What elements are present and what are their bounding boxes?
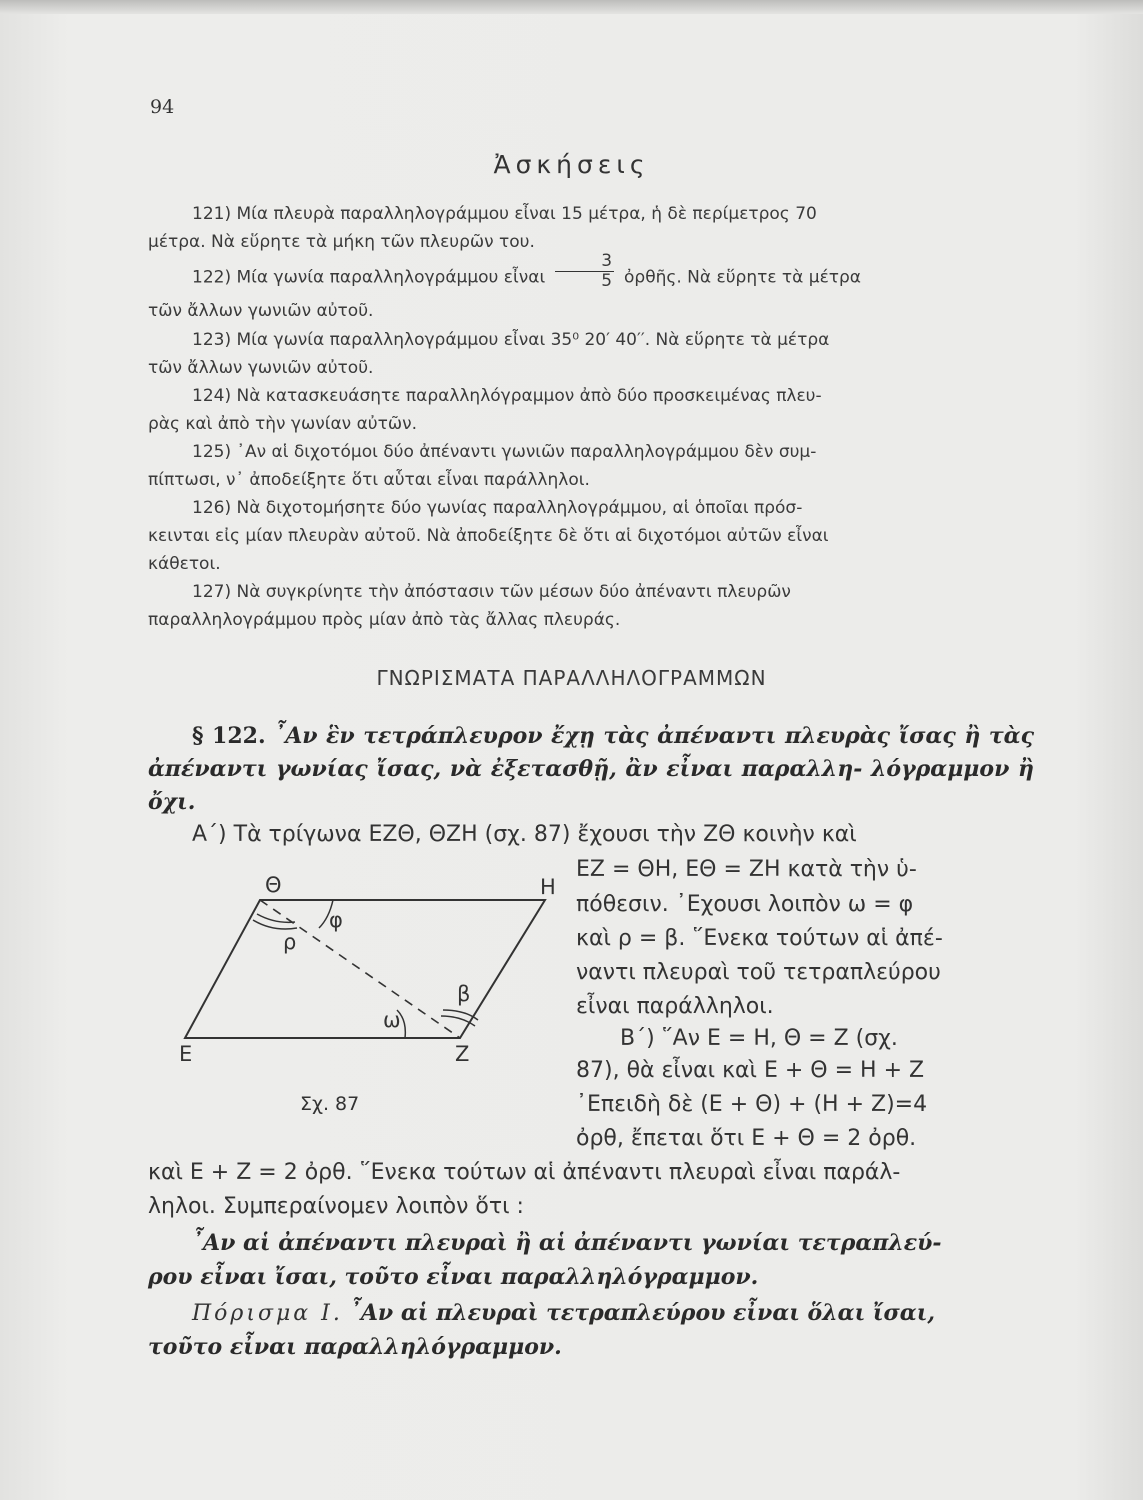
- exercise-line: 121) Μία πλευρὰ παραλληλογράμμου εἶναι 15 μέτρα, ἡ δὲ περίμετρος 70: [192, 204, 817, 224]
- fraction-denominator: 5: [601, 271, 613, 291]
- exercise-line: παραλληλογράμμου πρὸς μίαν ἀπὸ τὰς ἄλλας πλευράς.: [148, 610, 621, 630]
- exercise-124: [148, 382, 1034, 438]
- corollary-line: τοῦτο εἶναι παραλληλόγραμμον.: [148, 1334, 562, 1360]
- proof-line: ληλοι. Συμπεραίνομεν λοιπὸν ὅτι :: [148, 1194, 524, 1219]
- exercise-121: [148, 200, 1034, 256]
- exercise-text: 122) Μία γωνία παραλληλογράμμου εἶναι: [192, 267, 546, 288]
- exercise-line: ρὰς καὶ ἀπὸ τὴν γωνίαν αὐτῶν.: [148, 414, 417, 434]
- vertex-label-eta: Η: [540, 875, 556, 899]
- exercise-text: ὀρθῆς. Νὰ εὕρητε τὰ μέτρα: [624, 267, 862, 288]
- vertex-label-epsilon: Ε: [179, 1042, 193, 1066]
- corollary-text: ῏Αν αἱ πλευραὶ τετραπλεύρου εἶναι ὅλαι ἴσαι,: [349, 1300, 935, 1326]
- angle-label-rho: ρ: [283, 930, 297, 954]
- section-title: Ἀσκήσεις: [493, 150, 650, 179]
- proof-line: ὀρθ, ἔπεται ὅτι Ε + Θ = 2 ὀρθ.: [576, 1126, 917, 1151]
- angle-label-phi: φ: [329, 908, 343, 932]
- parallelogram-diagram: [175, 870, 575, 1070]
- corollary-line: [192, 1300, 935, 1326]
- theorem-text: ῏Αν ἓν τετράπλευρον ἔχῃ τὰς ἀπέναντι πλευρὰς ἴσας ἢ τὰς ἀπέναντι γωνίας ἴσας, νὰ ἐξετασθῇ, ἂν εἶναι παραλλη- λόγραμμον ἢ ὄχι.: [148, 723, 1035, 815]
- proof-line: εἶναι παράλληλοι.: [576, 994, 774, 1019]
- figure-caption: Σχ. 87: [300, 1093, 360, 1115]
- exercise-line: 124) Νὰ κατασκευάσητε παραλληλόγραμμον ἀπὸ δύο προσκειμένας πλευ-: [192, 386, 822, 406]
- angle-label-beta: β: [457, 982, 471, 1006]
- exercise-line: τῶν ἄλλων γωνιῶν αὐτοῦ.: [148, 301, 374, 321]
- corollary-label: Πόρισμα Ι.: [192, 1301, 343, 1326]
- vertex-label-theta: Θ: [265, 873, 282, 897]
- exercise-126: [148, 494, 1034, 578]
- conclusion-line: ῏Αν αἱ ἀπέναντι πλευραὶ ἢ αἱ ἀπέναντι γωνίαι τετραπλεύ-: [192, 1230, 942, 1256]
- exercise-line: πίπτωσι, ν᾿ ἀποδείξητε ὅτι αὗται εἶναι παράλληλοι.: [148, 470, 590, 490]
- page-number: 94: [150, 96, 175, 118]
- exercise-line: κεινται εἰς μίαν πλευρὰν αὐτοῦ. Νὰ ἀποδείξητε δὲ ὅτι αἱ διχοτόμοι αὐτῶν εἶναι: [148, 526, 829, 546]
- exercise-line: τῶν ἄλλων γωνιῶν αὐτοῦ.: [148, 358, 374, 378]
- theorem-number: § 122.: [192, 723, 266, 749]
- exercise-123: [148, 326, 1034, 382]
- figure-87: [175, 870, 575, 1070]
- exercise-125: [148, 438, 1034, 494]
- exercise-line: 127) Νὰ συγκρίνητε τὴν ἀπόστασιν τῶν μέσων δύο ἀπέναντι πλευρῶν: [192, 582, 791, 602]
- proof-line: ΕΖ = ΘΗ, ΕΘ = ΖΗ κατὰ τὴν ὑ-: [576, 857, 917, 882]
- exercise-line: [148, 251, 1034, 297]
- proof-line: Α΄) Τὰ τρίγωνα ΕΖΘ, ΘΖΗ (σχ. 87) ἔχουσι τὴν ΖΘ κοινὴν καὶ: [192, 822, 857, 847]
- proof-line: 87), θὰ εἶναι καὶ Ε + Θ = Η + Ζ: [576, 1058, 925, 1083]
- section-heading: ΓΝΩΡΙΣΜΑΤΑ ΠΑΡΑΛΛΗΛΟΓΡΑΜΜΩΝ: [376, 666, 767, 690]
- exercise-122: [148, 251, 1034, 325]
- proof-line: Β΄) ῞Αν Ε = Η, Θ = Ζ (σχ.: [620, 1026, 898, 1051]
- proof-line: ναντι πλευραὶ τοῦ τετραπλεύρου: [576, 960, 941, 985]
- exercise-127: [148, 578, 1034, 634]
- angle-label-omega: ω: [383, 1008, 401, 1032]
- exercise-line: 125) ᾿Αν αἱ διχοτόμοι δύο ἀπέναντι γωνιῶν παραλληλογράμμου δὲν συμ-: [192, 442, 817, 462]
- page-top-edge: [0, 0, 1143, 14]
- theorem-122: [148, 720, 1034, 819]
- conclusion-line: ρου εἶναι ἴσαι, τοῦτο εἶναι παραλληλόγραμμον.: [148, 1264, 759, 1290]
- fraction-numerator: 3: [555, 252, 614, 272]
- parallelogram: [185, 900, 545, 1038]
- diagonal-dashed: [260, 900, 460, 1038]
- proof-line: καὶ Ε + Ζ = 2 ὀρθ. ῞Ενεκα τούτων αἱ ἀπέναντι πλευραὶ εἶναι παράλ-: [148, 1160, 901, 1185]
- exercise-line: 126) Νὰ διχοτομήσητε δύο γωνίας παραλληλογράμμου, αἱ ὁποῖαι πρόσ-: [192, 498, 803, 518]
- proof-line: καὶ ρ = β. ῞Ενεκα τούτων αἱ ἀπέ-: [576, 926, 943, 951]
- exercise-line: μέτρα. Νὰ εὕρητε τὰ μήκη τῶν πλευρῶν του.: [148, 232, 535, 252]
- proof-line: πόθεσιν. ᾿Εχουσι λοιπὸν ω = φ: [576, 892, 914, 917]
- proof-line: ᾿Επειδὴ δὲ (Ε + Θ) + (Η + Ζ)=4: [576, 1092, 928, 1117]
- fraction: [555, 252, 614, 291]
- exercise-line: κάθετοι.: [148, 554, 221, 574]
- exercise-line: 123) Μία γωνία παραλληλογράμμου εἶναι 35⁰ 20′ 40′′. Νὰ εὕρητε τὰ μέτρα: [192, 330, 830, 350]
- vertex-label-zeta: Ζ: [455, 1042, 470, 1066]
